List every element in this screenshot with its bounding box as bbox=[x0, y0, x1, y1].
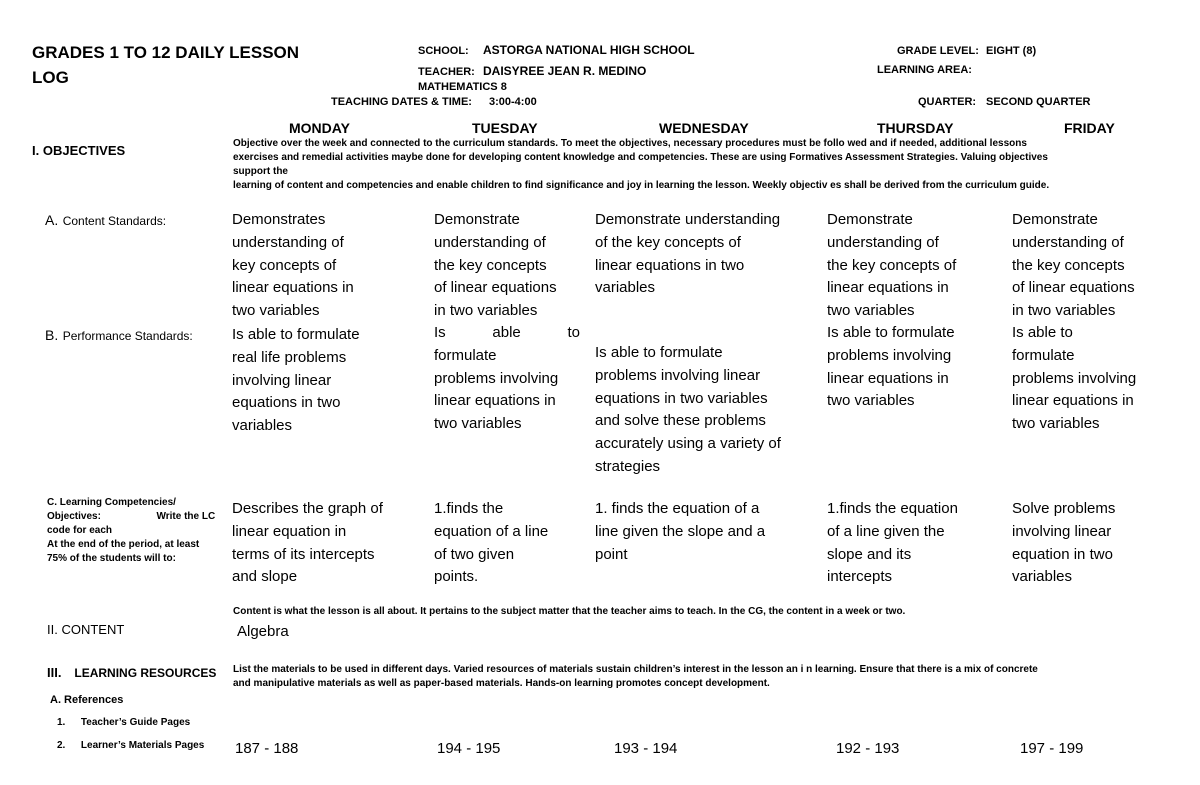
content-standards-label bbox=[45, 212, 166, 230]
cell-line: of the key concepts of bbox=[595, 233, 741, 251]
subject-value: MATHEMATICS 8 bbox=[418, 81, 507, 93]
cell-line: problems involving bbox=[434, 369, 559, 387]
cell-line: two variables bbox=[1012, 415, 1100, 433]
resources-label-num: III. bbox=[47, 665, 62, 680]
cell-line: two variables bbox=[232, 302, 320, 320]
cell-line: variables bbox=[595, 279, 656, 297]
cell-line: the key concepts bbox=[1012, 256, 1125, 274]
cell-line: linear equations in bbox=[232, 279, 354, 297]
cell-line: equation of a line bbox=[434, 522, 549, 540]
grade-level-value: EIGHT (8) bbox=[986, 45, 1037, 57]
grade-level-label: GRADE LEVEL: bbox=[897, 45, 979, 57]
performance-standard-monday bbox=[232, 324, 360, 438]
cell-line: and slope bbox=[232, 568, 298, 586]
cell-line: problems involving bbox=[827, 346, 952, 364]
resources-note bbox=[233, 663, 1038, 691]
cell-line: real life problems bbox=[232, 348, 347, 366]
cell-line: understanding of bbox=[232, 233, 344, 251]
cell-line: 1.finds the bbox=[434, 500, 504, 517]
day-heading-thursday: THURSDAY bbox=[877, 120, 954, 136]
content-standard-thursday bbox=[827, 209, 956, 323]
cell-line: Demonstrate bbox=[827, 211, 913, 228]
resources-note-line: and manipulative materials as well as paper-based materials. Hands-on learning promotes concept development. bbox=[233, 678, 770, 689]
cell-line: of linear equations bbox=[434, 279, 557, 297]
cell-line: Demonstrate understanding bbox=[595, 211, 781, 228]
cell-line: Is able to formulate bbox=[595, 344, 723, 361]
cell-line: understanding of bbox=[434, 233, 546, 251]
performance-standard-tuesday bbox=[434, 322, 580, 436]
day-heading-friday: FRIDAY bbox=[1064, 120, 1115, 136]
cell-line: 1.finds the equation bbox=[827, 500, 958, 517]
cell-line: linear equations in bbox=[827, 279, 949, 297]
performance-standards-text: Performance Standards: bbox=[62, 329, 193, 343]
competencies-label-objectives: Objectives: bbox=[47, 511, 101, 522]
learners-materials-label: Learner’s Materials Pages bbox=[80, 740, 205, 751]
cell-line: involving linear bbox=[1012, 522, 1112, 540]
competencies-label bbox=[47, 496, 215, 566]
content-standard-friday bbox=[1012, 209, 1135, 323]
cell-line: understanding of bbox=[1012, 233, 1124, 251]
cell-line: formulate bbox=[1012, 346, 1075, 364]
competencies-label-line: At the end of the period, at least bbox=[47, 539, 200, 550]
content-standard-wednesday bbox=[595, 209, 780, 300]
cell-line: 1. finds the equation of a bbox=[595, 500, 760, 517]
cell-line: linear equations in bbox=[1012, 392, 1134, 410]
document-title bbox=[32, 40, 299, 90]
cell-line: slope and its bbox=[827, 545, 912, 563]
content-standard-monday bbox=[232, 209, 354, 323]
learning-area-label: LEARNING AREA: bbox=[877, 64, 972, 76]
cell-line: the key concepts of bbox=[827, 256, 957, 274]
competencies-label-line: code for each bbox=[47, 525, 113, 536]
teaching-dates-label: TEACHING DATES & TIME: bbox=[331, 96, 472, 108]
cell-line: Is able to formulate bbox=[827, 324, 955, 341]
lm-pages-monday: 187 - 188 bbox=[235, 740, 299, 757]
objectives-note-line: learning of content and competencies and enable children to find significance and joy in learning the lesson. Weekly objectiv es shall be derived from the curriculum guide. bbox=[233, 180, 1050, 191]
quarter-label: QUARTER: bbox=[918, 96, 977, 108]
competencies-label-line bbox=[47, 510, 215, 524]
resources-label bbox=[47, 664, 216, 682]
cell-line: Describes the graph of bbox=[232, 500, 383, 517]
cell-line: two variables bbox=[827, 302, 915, 320]
school-value: ASTORGA NATIONAL HIGH SCHOOL bbox=[483, 43, 695, 57]
lm-pages-thursday: 192 - 193 bbox=[836, 740, 900, 757]
school-label: SCHOOL: bbox=[418, 45, 469, 57]
cell-line: points. bbox=[434, 568, 479, 586]
references-label: A. References bbox=[50, 694, 124, 706]
cell-line: intercepts bbox=[827, 568, 893, 586]
teachers-guide-num: 1. bbox=[57, 717, 66, 728]
cell-line: Demonstrate bbox=[1012, 211, 1098, 228]
day-heading-monday: MONDAY bbox=[289, 120, 350, 136]
learners-materials-num: 2. bbox=[57, 740, 66, 751]
teachers-guide-label: Teacher’s Guide Pages bbox=[80, 717, 191, 728]
cell-line: linear equations in bbox=[827, 369, 949, 387]
cell-line: involving linear bbox=[232, 371, 332, 389]
cell-line: linear equation in bbox=[232, 522, 347, 540]
teacher-label: TEACHER: bbox=[418, 66, 475, 78]
cell-line: in two variables bbox=[434, 302, 538, 320]
competency-monday bbox=[232, 498, 383, 589]
cell-line: the key concepts bbox=[434, 256, 547, 274]
cell-line: key concepts of bbox=[232, 256, 337, 274]
performance-standards-label bbox=[45, 327, 193, 345]
objectives-note bbox=[233, 137, 1049, 193]
competency-tuesday bbox=[434, 498, 548, 589]
objectives-note-line: Objective over the week and connected to the curriculum standards. To meet the objectives, necessary procedures must be follo wed and if needed, additional lessons bbox=[233, 138, 1027, 149]
content-note: Content is what the lesson is all about. It pertains to the subject matter that the teacher aims to teach. In the CG, the content in a week or two. bbox=[233, 606, 906, 617]
competencies-label-write: Write the LC bbox=[156, 511, 216, 522]
objectives-note-line: exercises and remedial activities maybe done for developing content knowledge and competencies. These are using Formatives Assessment Strategies. Valuing objectives bbox=[233, 152, 1048, 163]
cell-line: formulate bbox=[434, 346, 497, 364]
teacher-value: DAISYREE JEAN R. MEDINO bbox=[483, 64, 647, 78]
cell-line: two variables bbox=[434, 415, 522, 433]
quarter-value: SECOND QUARTER bbox=[986, 96, 1091, 108]
cell-line: point bbox=[595, 545, 628, 563]
resources-note-line: List the materials to be used in different days. Varied resources of materials sustain children’s interest in the lesson an i n learning. Ensure that there is a mix of concrete bbox=[233, 664, 1038, 675]
cell-line: Solve problems bbox=[1012, 500, 1116, 517]
content-value: Algebra bbox=[237, 623, 289, 640]
cell-line: equations in two bbox=[232, 394, 341, 412]
lm-pages-wednesday: 193 - 194 bbox=[614, 740, 678, 757]
teachers-guide-row bbox=[57, 717, 190, 728]
content-standards-text: Content Standards: bbox=[62, 214, 167, 228]
cell-line: problems involving linear bbox=[595, 366, 761, 384]
cell-line: terms of its intercepts bbox=[232, 545, 375, 563]
content-standards-letter: A. bbox=[45, 212, 59, 228]
cell-line: in two variables bbox=[1012, 302, 1116, 320]
cell-line: variables bbox=[232, 417, 293, 435]
cell-line: of a line given the bbox=[827, 522, 945, 540]
cell-line: strategies bbox=[595, 457, 661, 475]
cell-line: equation in two bbox=[1012, 545, 1113, 563]
cell-line: Is able to formulate bbox=[232, 326, 360, 343]
cell-line: line given the slope and a bbox=[595, 522, 766, 540]
cell-line: Is able to bbox=[1012, 324, 1073, 341]
performance-standards-letter: B. bbox=[45, 327, 59, 343]
cell-line: problems involving bbox=[1012, 369, 1137, 387]
competency-wednesday bbox=[595, 498, 765, 566]
learners-materials-row bbox=[57, 740, 204, 751]
cell-line: accurately using a variety of bbox=[595, 435, 781, 453]
content-standard-tuesday bbox=[434, 209, 557, 323]
cell-line: linear equations in two bbox=[595, 256, 745, 274]
cell-line: two variables bbox=[827, 392, 915, 410]
competencies-label-line: C. Learning Competencies/ bbox=[47, 497, 176, 508]
competency-thursday bbox=[827, 498, 958, 589]
lm-pages-friday: 197 - 199 bbox=[1020, 740, 1084, 757]
resources-label-text: LEARNING RESOURCES bbox=[74, 666, 217, 680]
cell-line: of linear equations bbox=[1012, 279, 1135, 297]
day-heading-wednesday: WEDNESDAY bbox=[659, 120, 749, 136]
lm-pages-tuesday: 194 - 195 bbox=[437, 740, 501, 757]
cell-line: linear equations in bbox=[434, 392, 556, 410]
title-line-1: GRADES 1 TO 12 DAILY LESSON bbox=[32, 43, 300, 62]
cell-line: and solve these problems bbox=[595, 412, 766, 430]
teaching-dates-value: 3:00-4:00 bbox=[489, 96, 537, 108]
title-line-2: LOG bbox=[32, 68, 69, 87]
performance-standard-friday bbox=[1012, 322, 1136, 436]
competencies-label-line: 75% of the students will to: bbox=[47, 553, 176, 564]
cell-line: equations in two variables bbox=[595, 389, 768, 407]
cell-line: understanding of bbox=[827, 233, 939, 251]
performance-standard-thursday bbox=[827, 322, 955, 413]
content-label: II. CONTENT bbox=[47, 622, 125, 637]
competency-friday bbox=[1012, 498, 1115, 589]
day-heading-tuesday: TUESDAY bbox=[472, 120, 538, 136]
objectives-label: I. OBJECTIVES bbox=[32, 143, 126, 158]
cell-line: variables bbox=[1012, 568, 1073, 586]
performance-standard-wednesday bbox=[595, 342, 781, 479]
cell-line: Demonstrates bbox=[232, 211, 326, 228]
objectives-note-line: support the bbox=[233, 166, 288, 177]
cell-line: of two given bbox=[434, 545, 515, 563]
cell-line: Is able to bbox=[434, 324, 580, 341]
cell-line: Demonstrate bbox=[434, 211, 520, 228]
